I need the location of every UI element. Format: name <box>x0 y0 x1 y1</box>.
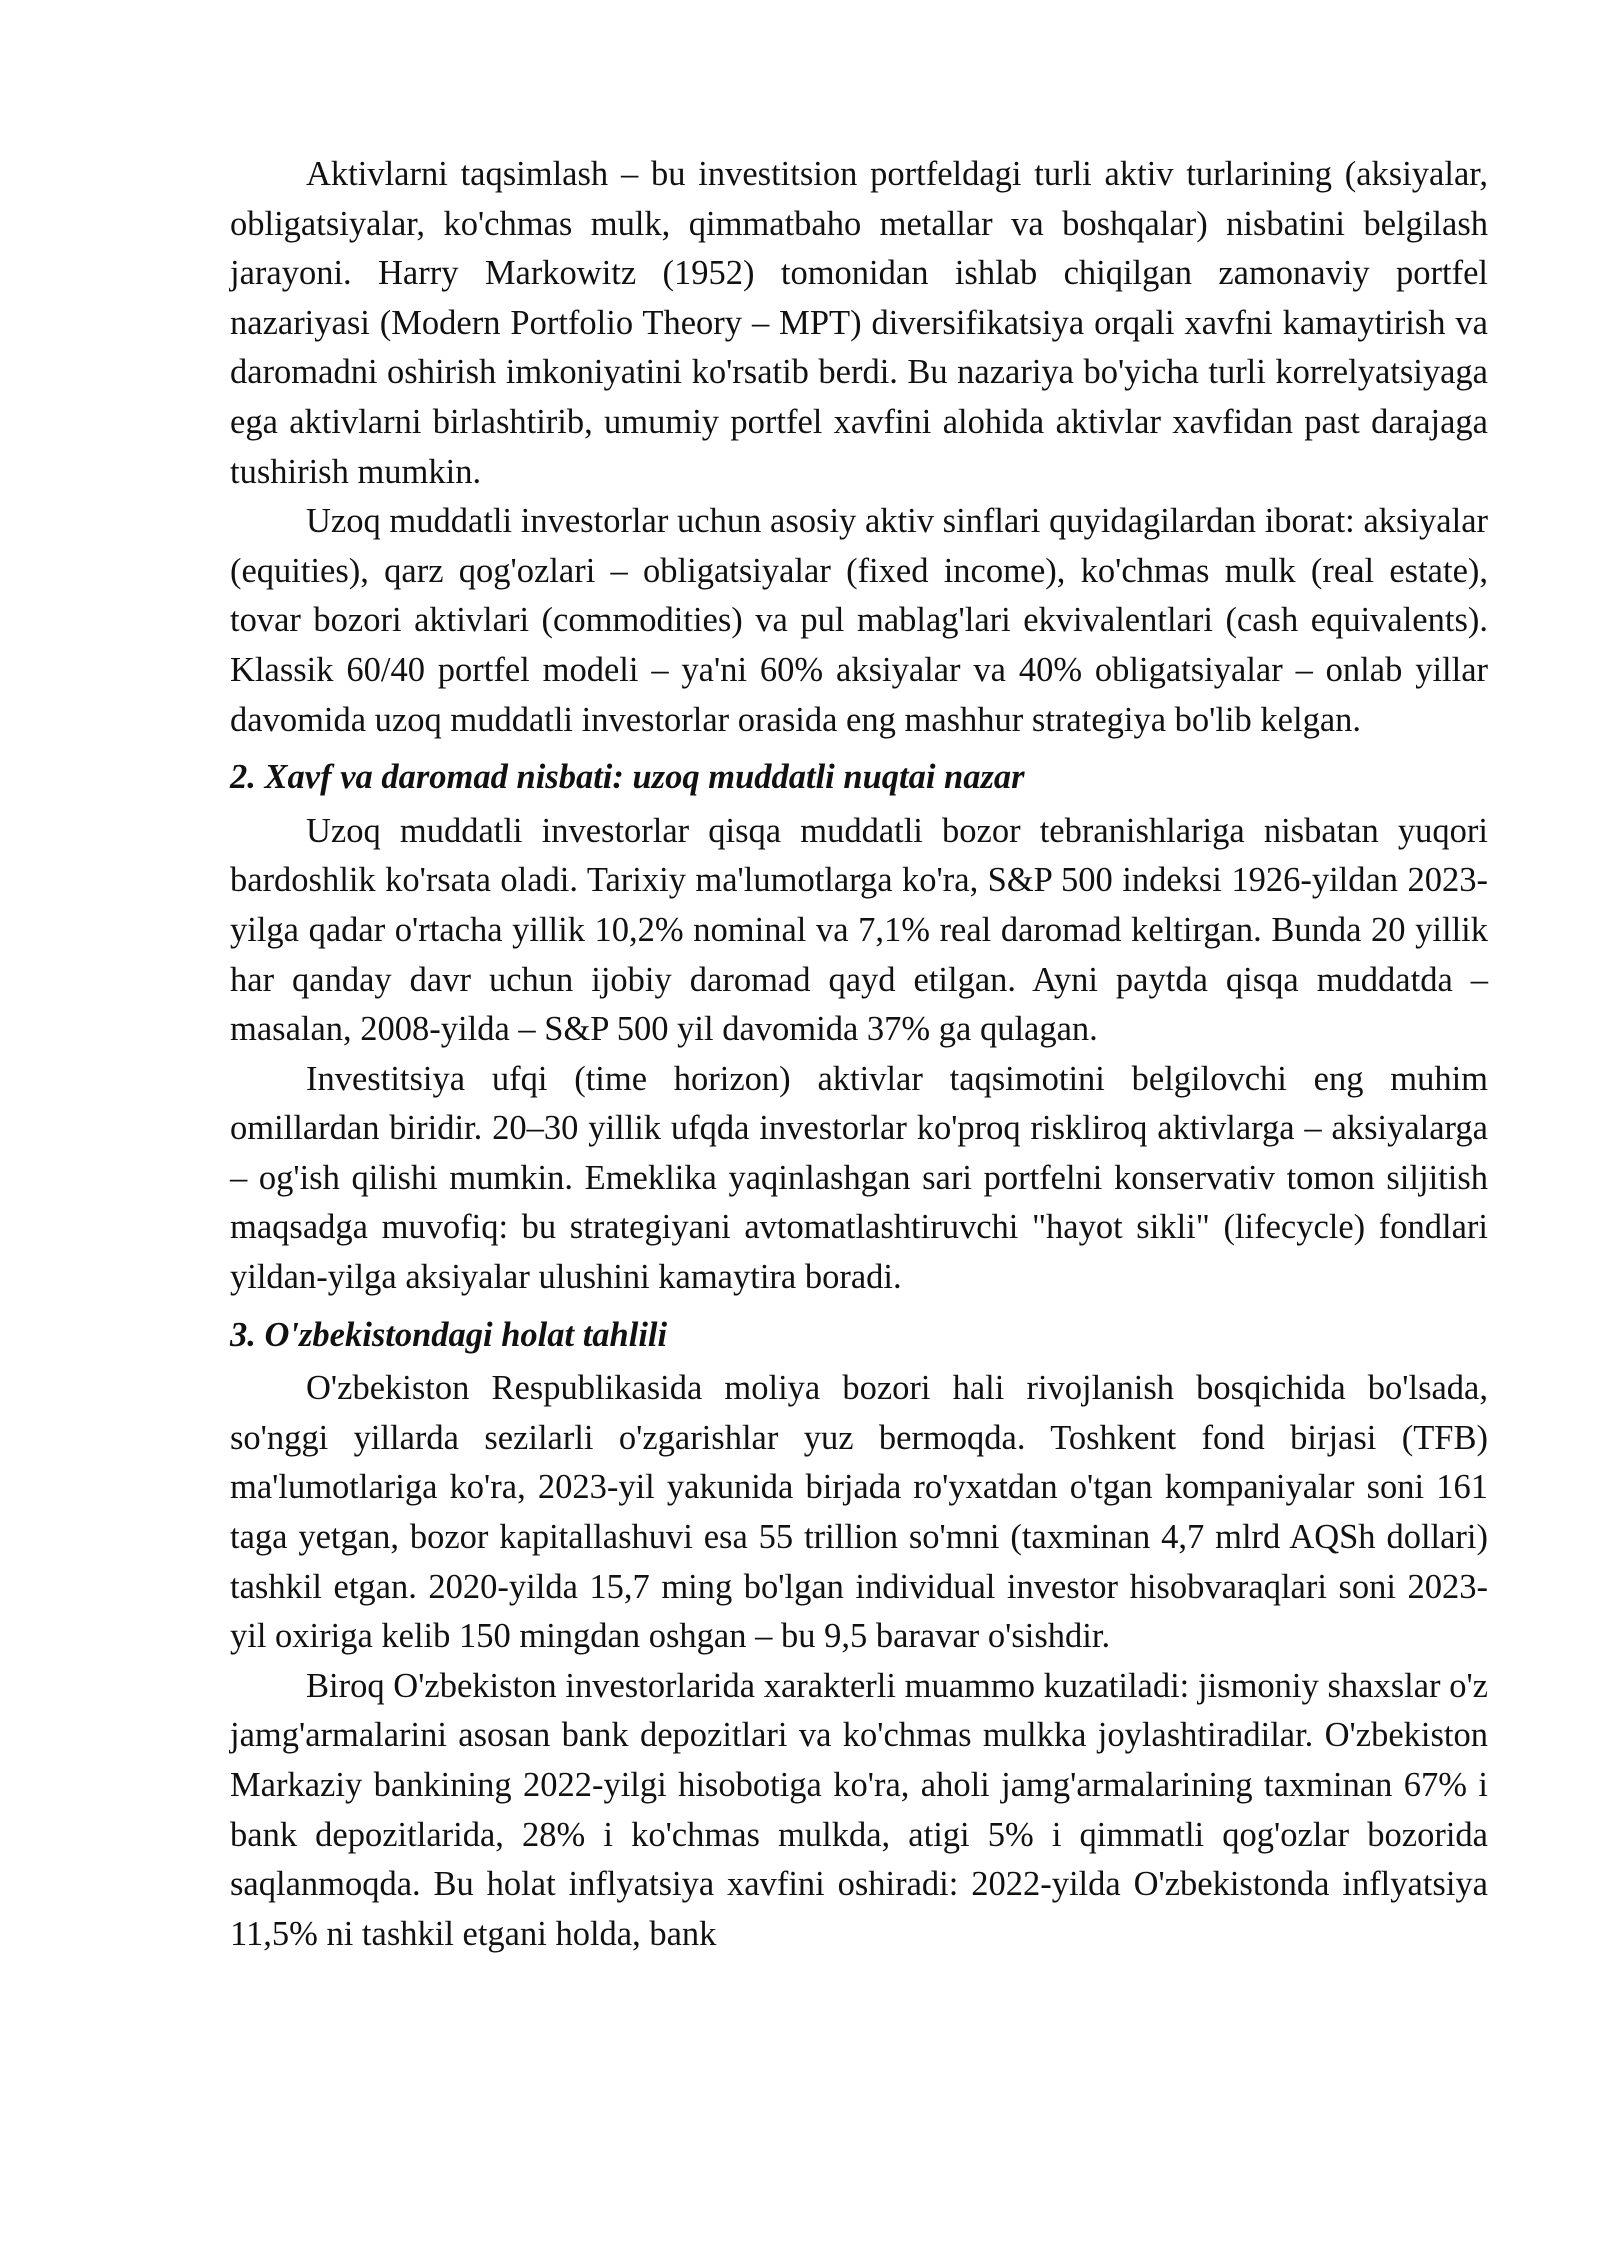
paragraph-uzbekistan-savings: Biroq O'zbekiston investorlarida xarakterli muammo kuzatiladi: jismoniy shaxslar o'z jamg'armalarini asosan bank depozitlari va ko'chmas mulkka joylashtiradilar. O'zbekiston Markaziy bankining 2022-yilgi hisobotiga ko'ra, aholi jamg'armalarining taxminan 67% i bank depozitlarida, 28% i ko'chmas mulkda, atigi 5% i qimmatli qog'ozlar bozorida saqlanmoqda. Bu holat inflyatsiya xavfini oshiradi: 2022-yilda O'zbekistonda inflyatsiya 11,5% ni tashkil etgani holda, bank <box>230 1666 1488 1953</box>
section-heading-uzbekistan: 3. O'zbekistondagi holat tahlili <box>230 1315 668 1354</box>
paragraph-long-term-investors: Uzoq muddatli investorlar qisqa muddatli bozor tebranishlariga nisbatan yuqori bardoshlik ko'rsata oladi. Tarixiy ma'lumotlarga ko'ra, S&P 500 indeksi 1926-yildan 2023-yilga qadar o'rtacha yillik 10,2% nominal va 7,1% real daromad keltirgan. Bunda 20 yillik har qanday davr uchun ijobiy daromad qayd etilgan. Ayni paytda qisqa muddatda – masalan, 2008-yilda – S&P 500 yil davomida 37% ga qulagan. <box>230 811 1488 1049</box>
paragraph-uzbekistan-market: O'zbekiston Respublikasida moliya bozori hali rivojlanish bosqichida bo'lsada, so'nggi yillarda sezilarli o'zgarishlar yuz bermoqda. Toshkent fond birjasi (TFB) ma'lumotlariga ko'ra, 2023-yil yakunida birjada ro'yxatdan o'tgan kompaniyalar soni 161 taga yetgan, bozor kapitallashuvi esa 55 trillion so'mni (taxminan 4,7 mlrd AQSh dollari) tashkil etgan. 2020-yilda 15,7 ming bo'lgan individual investor hisobvaraqlari soni 2023-yil oxiriga kelib 150 mingdan oshgan – bu 9,5 baravar o'sishdir. <box>230 1369 1488 1656</box>
section-heading-risk-return: 2. Xavf va daromad nisbati: uzoq muddatli nuqtai nazar <box>230 758 1025 797</box>
document-page <box>230 150 1488 1959</box>
paragraph-time-horizon: Investitsiya ufqi (time horizon) aktivlar taqsimotini belgilovchi eng muhim omillardan biridir. 20–30 yillik ufqda investorlar ko'proq riskliroq aktivlarga – aksiyalarga – og'ish qilishi mumkin. Emeklika yaqinlashgan sari portfelni konservativ tomon siljitish maqsadga muvofiq: bu strategiyani avtomatlashtiruvchi "hayot sikli" (lifecycle) fondlari yildan-yilga aksiyalar ulushini kamaytira boradi. <box>230 1059 1488 1297</box>
paragraph-asset-classes: Uzoq muddatli investorlar uchun asosiy aktiv sinflari quyidagilardan iborat: aksiyalar (equities), qarz qog'ozlari – obligatsiyalar (fixed income), ko'chmas mulk (real estate), tovar bozori aktivlari (commodities) va pul mablag'lari ekvivalentlari (cash equivalents). Klassik 60/40 portfel modeli – ya'ni 60% aksiyalar va 40% obligatsiyalar – onlab yillar davomida uzoq muddatli investorlar orasida eng mashhur strategiya bo'lib kelgan. <box>230 502 1488 739</box>
paragraph-asset-allocation: Aktivlarni taqsimlash – bu investitsion portfeldagi turli aktiv turlarining (aksiyalar, obligatsiyalar, ko'chmas mulk, qimmatbaho metallar va boshqalar) nisbatini belgilash jarayoni. Harry Markowitz (1952) tomonidan ishlab chiqilgan zamonaviy portfel nazariyasi (Modern Portfolio Theory – MPT) diversifikatsiya orqali xavfni kamaytirish va daromadni oshirish imkoniyatini ko'rsatib berdi. Bu nazariya bo'yicha turli korrelyatsiyaga ega aktivlarni birlashtirib, umumiy portfel xavfini alohida aktivlar xavfidan past darajaga tushirish mumkin. <box>230 155 1488 491</box>
